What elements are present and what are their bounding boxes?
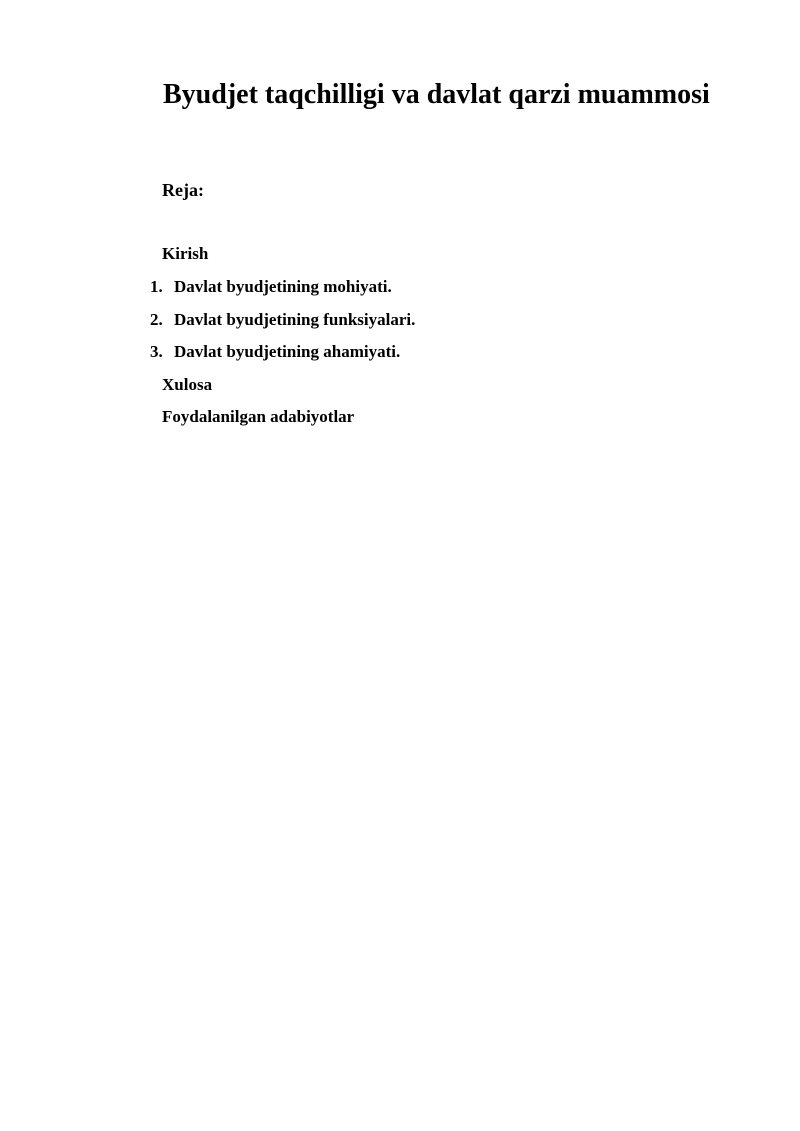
plan-item (150, 309, 415, 331)
plan-intro: Kirish (162, 244, 209, 263)
plan-item-number: 2. (150, 310, 163, 329)
plan-item-number: 1. (150, 277, 163, 296)
plan-item (150, 341, 400, 363)
document-title: Byudjet taqchilligi va davlat qarzi muammosi (163, 79, 710, 110)
plan-item-text: Davlat byudjetining mohiyati. (174, 277, 392, 296)
plan-item-text: Davlat byudjetining ahamiyati. (174, 342, 401, 361)
plan-references: Foydalanilgan adabiyotlar (162, 407, 355, 426)
plan-item-number: 3. (150, 342, 163, 361)
plan-heading: Reja: (162, 180, 204, 200)
plan-item-text: Davlat byudjetining funksiyalari. (174, 310, 416, 329)
plan-item (150, 276, 392, 298)
plan-conclusion: Xulosa (162, 375, 213, 394)
